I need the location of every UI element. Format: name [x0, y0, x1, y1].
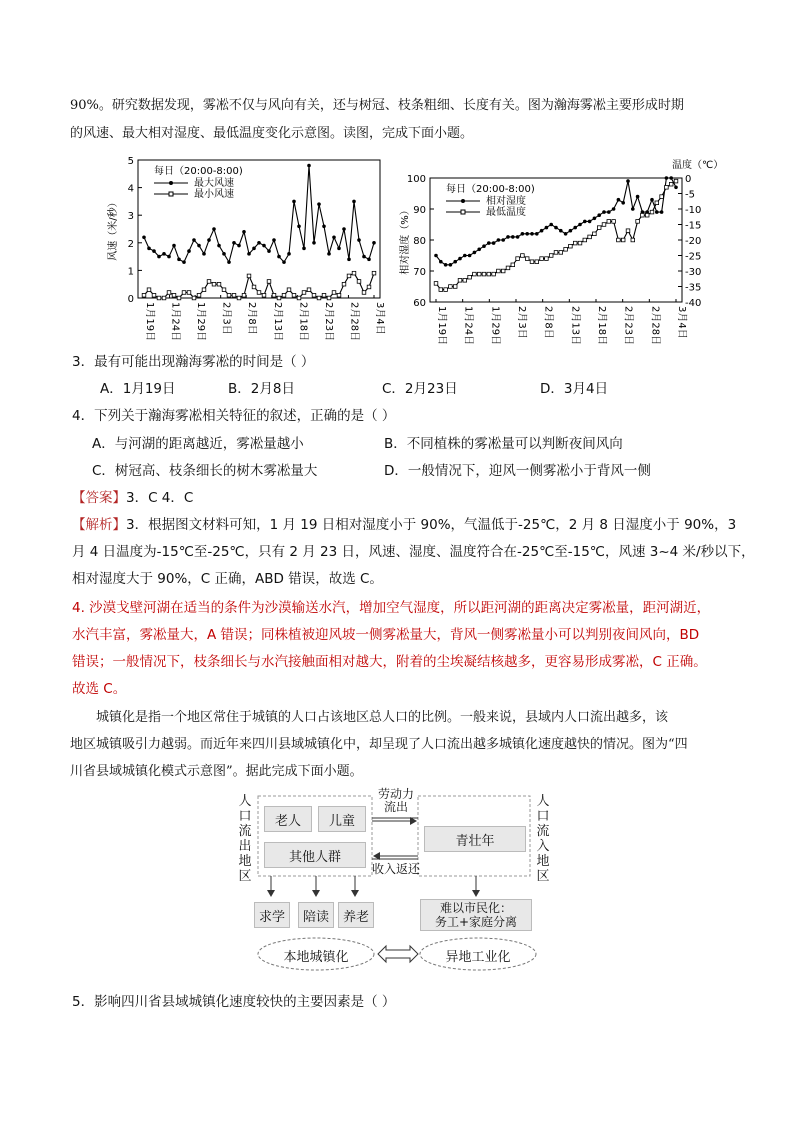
data-point — [463, 279, 467, 283]
local-urbanization-label: 本地城镇化 — [283, 950, 349, 965]
x-tick-label: 2月3日 — [516, 306, 527, 339]
data-point — [257, 241, 261, 245]
data-point — [367, 258, 371, 262]
data-point — [549, 254, 553, 258]
data-point — [162, 296, 166, 300]
y-tick-label: 60 — [413, 298, 426, 309]
data-point — [197, 293, 201, 297]
data-point — [617, 198, 621, 202]
data-point — [545, 226, 549, 230]
data-point — [267, 280, 271, 284]
data-point — [372, 241, 376, 245]
data-point — [162, 252, 166, 256]
income-return-label: 收入返还 — [371, 862, 420, 876]
data-point — [292, 200, 296, 204]
data-point — [317, 296, 321, 300]
legend-title: 每日（20:00-8:00) — [446, 184, 535, 195]
intro-line-2: 的风速、最大相对湿度、最低温度变化示意图。读图，完成下面小题。 — [70, 126, 474, 141]
data-point — [578, 241, 582, 245]
data-point — [372, 271, 376, 275]
data-point — [655, 201, 659, 205]
data-point — [197, 244, 201, 248]
plot-frame — [430, 178, 682, 302]
hard-citizen-line-1: 难以市民化： — [439, 901, 512, 915]
passage2-line-1: 城镇化是指一个地区常住于城镇的人口占该地区总人口的比例。一般来说，县域内人口流出越多，该 — [96, 710, 669, 725]
q4-option-b: B．不同植株的雾凇量可以判断夜间风向 — [384, 436, 623, 452]
data-point — [217, 282, 221, 286]
x-tick-label: 3月4日 — [676, 306, 687, 339]
data-point — [473, 251, 477, 255]
data-point — [549, 223, 553, 227]
data-point — [167, 291, 171, 295]
analysis-line-4: 4. 沙漠戈壁河湖在适当的条件为沙漠输送水汽，增加空气湿度，所以距河湖的距离决定雾凇量，距河湖近， — [72, 600, 711, 616]
data-point — [434, 254, 438, 258]
data-point — [593, 217, 597, 221]
x-tick-label: 3月4日 — [374, 302, 385, 335]
y2-tick-label: -30 — [685, 267, 702, 278]
x-tick-label: 2月8日 — [542, 306, 554, 339]
data-point — [172, 293, 176, 297]
data-point — [342, 282, 346, 286]
data-point — [473, 272, 477, 276]
x-tick-label: 2月23日 — [322, 302, 334, 342]
data-point — [449, 285, 453, 289]
x-tick-label: 1月24日 — [462, 306, 474, 346]
analysis-line-6: 错误；一般情况下，枝条细长与水汽接触面相对越大，附着的尘埃凝结核越多，更容易形成雾凇，C 正确。 — [72, 654, 707, 670]
data-point — [453, 260, 457, 264]
data-point — [302, 247, 306, 251]
data-point — [142, 293, 146, 297]
data-point — [157, 296, 161, 300]
data-point — [492, 272, 496, 276]
data-point — [247, 252, 251, 256]
y2-tick-label: 0 — [685, 174, 692, 185]
data-point — [152, 293, 156, 297]
q4-option-c: C．树冠高、枝条细长的树木雾凇量大 — [92, 463, 318, 479]
data-point — [202, 252, 206, 256]
legend-marker — [461, 199, 465, 203]
data-point — [631, 238, 635, 242]
data-point — [665, 186, 669, 190]
data-point — [458, 279, 462, 283]
x-tick-label: 2月28日 — [348, 302, 360, 342]
data-point — [463, 254, 467, 258]
data-point — [192, 296, 196, 300]
data-point — [660, 195, 664, 199]
data-point — [487, 241, 491, 245]
data-point — [501, 238, 505, 242]
data-point — [177, 258, 181, 262]
data-point — [477, 248, 481, 252]
data-point — [337, 247, 341, 251]
hard-citizen-box — [420, 899, 532, 931]
data-point — [621, 238, 625, 242]
x-tick-label: 2月13日 — [569, 306, 581, 346]
data-point — [612, 220, 616, 224]
data-point — [468, 275, 472, 279]
data-point — [636, 195, 640, 199]
data-point — [212, 282, 216, 286]
data-point — [516, 257, 520, 261]
data-point — [521, 232, 525, 236]
remote-industrialization-label: 异地工业化 — [445, 950, 511, 965]
data-point — [674, 179, 678, 183]
data-point — [621, 201, 625, 205]
data-point — [247, 274, 251, 278]
data-point — [227, 293, 231, 297]
data-point — [287, 252, 291, 256]
x-tick-label: 2月3日 — [220, 302, 232, 335]
y2-tick-label: -40 — [685, 298, 702, 309]
q3-option-c: C．2月23日 — [382, 381, 458, 397]
data-point — [292, 293, 296, 297]
question-4: 4．下列关于瀚海雾凇相关特征的叙述，正确的是（ ） — [72, 408, 396, 424]
data-point — [578, 223, 582, 227]
y-tick-label: 1 — [127, 266, 134, 278]
data-point — [597, 226, 601, 230]
data-point — [525, 257, 529, 261]
data-point — [497, 238, 501, 242]
analysis-line-2: 月 4 日温度为-15℃至-25℃，只有 2 月 23 日，风速、湿度、温度符合在-25℃至-15℃，风速 3~4 米/秒以下， — [72, 544, 755, 560]
question-5: 5．影响四川省县域城镇化速度较快的主要因素是（ ） — [72, 994, 396, 1010]
x-tick-label: 2月28日 — [649, 306, 661, 346]
x-tick-label: 2月18日 — [596, 306, 607, 346]
data-point — [187, 291, 191, 295]
data-point — [347, 258, 351, 262]
data-point — [312, 241, 316, 245]
passage2-line-2: 地区城镇吸引力越弱。而近年来四川县域城镇化中，却呈现了人口流出越多城镇化速度越快的情况。图为“四 — [70, 737, 688, 752]
data-point — [317, 202, 321, 206]
y-tick-label: 80 — [413, 236, 426, 247]
data-point — [207, 280, 211, 284]
data-point — [307, 164, 311, 168]
data-point — [525, 232, 529, 236]
y-axis-label: 风速（米/秒） — [108, 197, 119, 261]
data-point — [147, 247, 151, 251]
data-point — [237, 244, 241, 248]
data-point — [167, 255, 171, 259]
x-tick-label: 2月18日 — [297, 302, 309, 342]
data-point — [307, 288, 311, 292]
data-point — [444, 288, 448, 292]
data-point — [626, 179, 630, 183]
data-point — [593, 232, 597, 236]
y-tick-label: 5 — [127, 156, 134, 167]
y2-tick-label: -20 — [685, 236, 702, 247]
data-point — [564, 232, 568, 236]
x-tick-label: 1月19日 — [436, 306, 447, 346]
data-point — [602, 223, 606, 227]
y2-tick-label: -10 — [685, 205, 702, 216]
y2-tick-label: -5 — [685, 189, 695, 201]
data-point — [322, 293, 326, 297]
y2-tick-label: -15 — [685, 220, 702, 232]
q3-option-a: A．1月19日 — [100, 381, 176, 397]
x-tick-label: 1月29日 — [195, 302, 207, 342]
legend-marker — [461, 210, 465, 214]
analysis-text-1: 3．根据图文材料可知，1 月 19 日相对湿度小于 90%，气温低于-25℃，2 月 8 日湿度小于 90%，3 — [126, 517, 737, 533]
data-point — [449, 263, 453, 267]
data-point — [322, 224, 326, 228]
y-axis-label: 相对湿度（%） — [400, 205, 411, 275]
intro-line-1: 90%。研究数据发现，雾凇不仅与风向有关，还与树冠、枝条粗细、长度有关。图为瀚海雾凇主要形成时期 — [70, 98, 684, 113]
data-point — [597, 213, 601, 217]
data-point — [192, 238, 196, 242]
data-point — [352, 200, 356, 204]
children-box: 儿童 — [318, 806, 366, 832]
data-point — [277, 255, 281, 259]
y-tick-label: 90 — [413, 205, 426, 216]
data-point — [477, 272, 481, 276]
answer-line — [72, 486, 193, 506]
y-tick-label: 2 — [127, 238, 134, 250]
young-adults-box: 青壮年 — [424, 826, 526, 852]
double-arrow-icon — [378, 946, 418, 962]
humidity-temperature-chart — [398, 152, 724, 348]
data-point — [655, 210, 659, 214]
y2-tick-label: -35 — [685, 282, 702, 294]
data-point — [487, 272, 491, 276]
data-point — [157, 255, 161, 259]
data-point — [631, 207, 635, 211]
data-point — [347, 274, 351, 278]
data-point — [332, 235, 336, 239]
data-point — [262, 244, 266, 248]
data-point — [554, 251, 558, 255]
data-point — [232, 293, 236, 297]
data-point — [277, 296, 281, 300]
data-point — [482, 272, 486, 276]
data-point — [573, 226, 577, 230]
q4-option-d: D．一般情况下，迎风一侧雾凇小于背风一侧 — [384, 463, 651, 479]
study-box: 求学 — [254, 902, 290, 928]
data-point — [182, 291, 186, 295]
data-point — [147, 288, 151, 292]
data-point — [588, 235, 592, 239]
data-point — [607, 210, 611, 214]
data-point — [362, 255, 366, 259]
data-point — [492, 241, 496, 245]
data-point — [312, 293, 316, 297]
data-point — [511, 263, 515, 267]
elderly-box: 老人 — [264, 806, 312, 832]
data-point — [535, 260, 539, 264]
data-point — [177, 296, 181, 300]
accompany-box: 陪读 — [298, 902, 334, 928]
data-point — [262, 293, 266, 297]
q4-option-a: A．与河湖的距离越近，雾凇量越小 — [92, 436, 304, 452]
data-point — [444, 263, 448, 267]
data-point — [342, 227, 346, 231]
data-point — [187, 249, 191, 253]
data-point — [287, 288, 291, 292]
inflow-region-label: 人口流入地区 — [536, 794, 550, 884]
data-point — [337, 293, 341, 297]
data-point — [367, 285, 371, 289]
data-point — [636, 220, 640, 224]
retire-box: 养老 — [338, 902, 374, 928]
x-tick-label: 1月19日 — [144, 302, 155, 342]
answer-tag: 【答案】 — [72, 490, 126, 506]
data-point — [302, 291, 306, 295]
y-tick-label: 3 — [127, 211, 134, 223]
data-point — [222, 288, 226, 292]
data-point — [497, 269, 501, 273]
data-point — [626, 229, 630, 233]
legend-label: 最小风速 — [194, 189, 234, 200]
x-tick-label: 2月13日 — [271, 302, 283, 342]
data-point — [612, 207, 616, 211]
data-point — [327, 252, 331, 256]
legend-label: 最大风速 — [194, 178, 234, 189]
data-point — [650, 210, 654, 214]
data-point — [511, 235, 515, 239]
outflow-region-label: 人口流出地区 — [238, 794, 252, 884]
data-point — [152, 249, 156, 253]
data-point — [645, 213, 649, 217]
data-point — [297, 224, 301, 228]
data-point — [569, 244, 573, 248]
data-point — [202, 288, 206, 292]
data-point — [207, 238, 211, 242]
legend-marker — [169, 192, 173, 196]
data-point — [506, 266, 510, 270]
data-point — [252, 247, 256, 251]
urbanization-diagram — [228, 784, 568, 974]
data-point — [227, 260, 231, 264]
data-point — [516, 235, 520, 239]
x-tick-label: 1月24日 — [169, 302, 181, 342]
answer-text: 3．C 4．C — [126, 490, 194, 506]
data-point — [352, 271, 356, 275]
question-3: 3．最有可能出现瀚海雾凇的时间是（ ） — [72, 354, 315, 370]
data-point — [530, 232, 534, 236]
data-point — [506, 235, 510, 239]
legend-title: 每日（20:00-8:00) — [154, 166, 243, 177]
data-point — [660, 210, 664, 214]
x-tick-label: 2月8日 — [246, 302, 258, 335]
data-point — [545, 257, 549, 261]
analysis-line-1 — [72, 513, 736, 533]
data-point — [439, 288, 443, 292]
data-point — [182, 260, 186, 264]
data-point — [172, 244, 176, 248]
data-point — [332, 291, 336, 295]
data-point — [540, 229, 544, 233]
data-point — [583, 238, 587, 242]
data-point — [237, 296, 241, 300]
data-point — [583, 220, 587, 224]
data-point — [669, 182, 673, 186]
data-point — [641, 213, 645, 217]
data-point — [217, 244, 221, 248]
data-point — [540, 257, 544, 261]
data-point — [521, 254, 525, 258]
hard-citizen-line-2: 务工+家庭分离 — [434, 915, 518, 929]
data-point — [602, 210, 606, 214]
data-point — [588, 220, 592, 224]
data-point — [327, 296, 331, 300]
legend-label: 最低温度 — [486, 207, 526, 218]
data-point — [267, 249, 271, 253]
data-point — [297, 296, 301, 300]
legend-label: 相对湿度 — [486, 196, 526, 207]
data-point — [252, 285, 256, 289]
data-point — [535, 232, 539, 236]
data-point — [559, 251, 563, 255]
data-point — [501, 269, 505, 273]
data-point — [212, 227, 216, 231]
y-tick-label: 70 — [413, 267, 426, 278]
data-point — [362, 291, 366, 295]
data-point — [674, 186, 678, 190]
data-point — [607, 220, 611, 224]
data-point — [272, 293, 276, 297]
analysis-line-7: 故选 C。 — [72, 681, 127, 697]
data-point — [282, 293, 286, 297]
data-point — [282, 260, 286, 264]
x-tick-label: 1月29日 — [489, 306, 501, 346]
data-point — [222, 252, 226, 256]
wind-speed-chart — [108, 152, 388, 348]
y2-tick-label: -25 — [685, 251, 702, 263]
legend-marker — [169, 181, 173, 185]
data-point — [434, 282, 438, 286]
data-point — [569, 229, 573, 233]
data-point — [232, 241, 236, 245]
analysis-line-5: 水汽丰富，雾凇量大，A 错误；同株植被迎风坡一侧雾凇量大，背风一侧雾凇量小可以判别夜间风向，BD — [72, 627, 700, 643]
data-point — [468, 254, 472, 258]
data-point — [453, 285, 457, 289]
data-point — [559, 229, 563, 233]
labor-outflow-label: 劳动力流出 — [377, 787, 414, 814]
data-point — [554, 226, 558, 230]
data-point — [357, 280, 361, 284]
data-point — [530, 260, 534, 264]
data-point — [242, 230, 246, 234]
data-point — [617, 238, 621, 242]
passage2-line-3: 川省县域城镇化模式示意图”。据此完成下面小题。 — [70, 764, 363, 779]
y-tick-label: 0 — [127, 294, 134, 305]
data-point — [482, 244, 486, 248]
data-point — [669, 176, 673, 180]
data-point — [458, 257, 462, 261]
analysis-tag: 【解析】 — [72, 517, 126, 533]
others-box: 其他人群 — [264, 842, 366, 868]
data-point — [573, 241, 577, 245]
data-point — [257, 291, 261, 295]
data-point — [665, 176, 669, 180]
x-tick-label: 2月23日 — [622, 306, 634, 346]
q3-option-d: D．3月4日 — [540, 381, 609, 397]
data-point — [142, 235, 146, 239]
data-point — [650, 198, 654, 202]
data-point — [272, 238, 276, 242]
data-point — [564, 248, 568, 252]
data-point — [439, 260, 443, 264]
series-line-2 — [436, 181, 676, 290]
analysis-line-3: 相对湿度大于 90%，C 正确，ABD 错误，故选 C。 — [72, 571, 383, 587]
y2-axis-label: 温度（℃） — [672, 160, 724, 171]
data-point — [357, 238, 361, 242]
data-point — [242, 293, 246, 297]
y-tick-label: 100 — [406, 174, 426, 185]
q3-option-b: B．2月8日 — [228, 381, 295, 397]
y-tick-label: 4 — [127, 183, 134, 195]
